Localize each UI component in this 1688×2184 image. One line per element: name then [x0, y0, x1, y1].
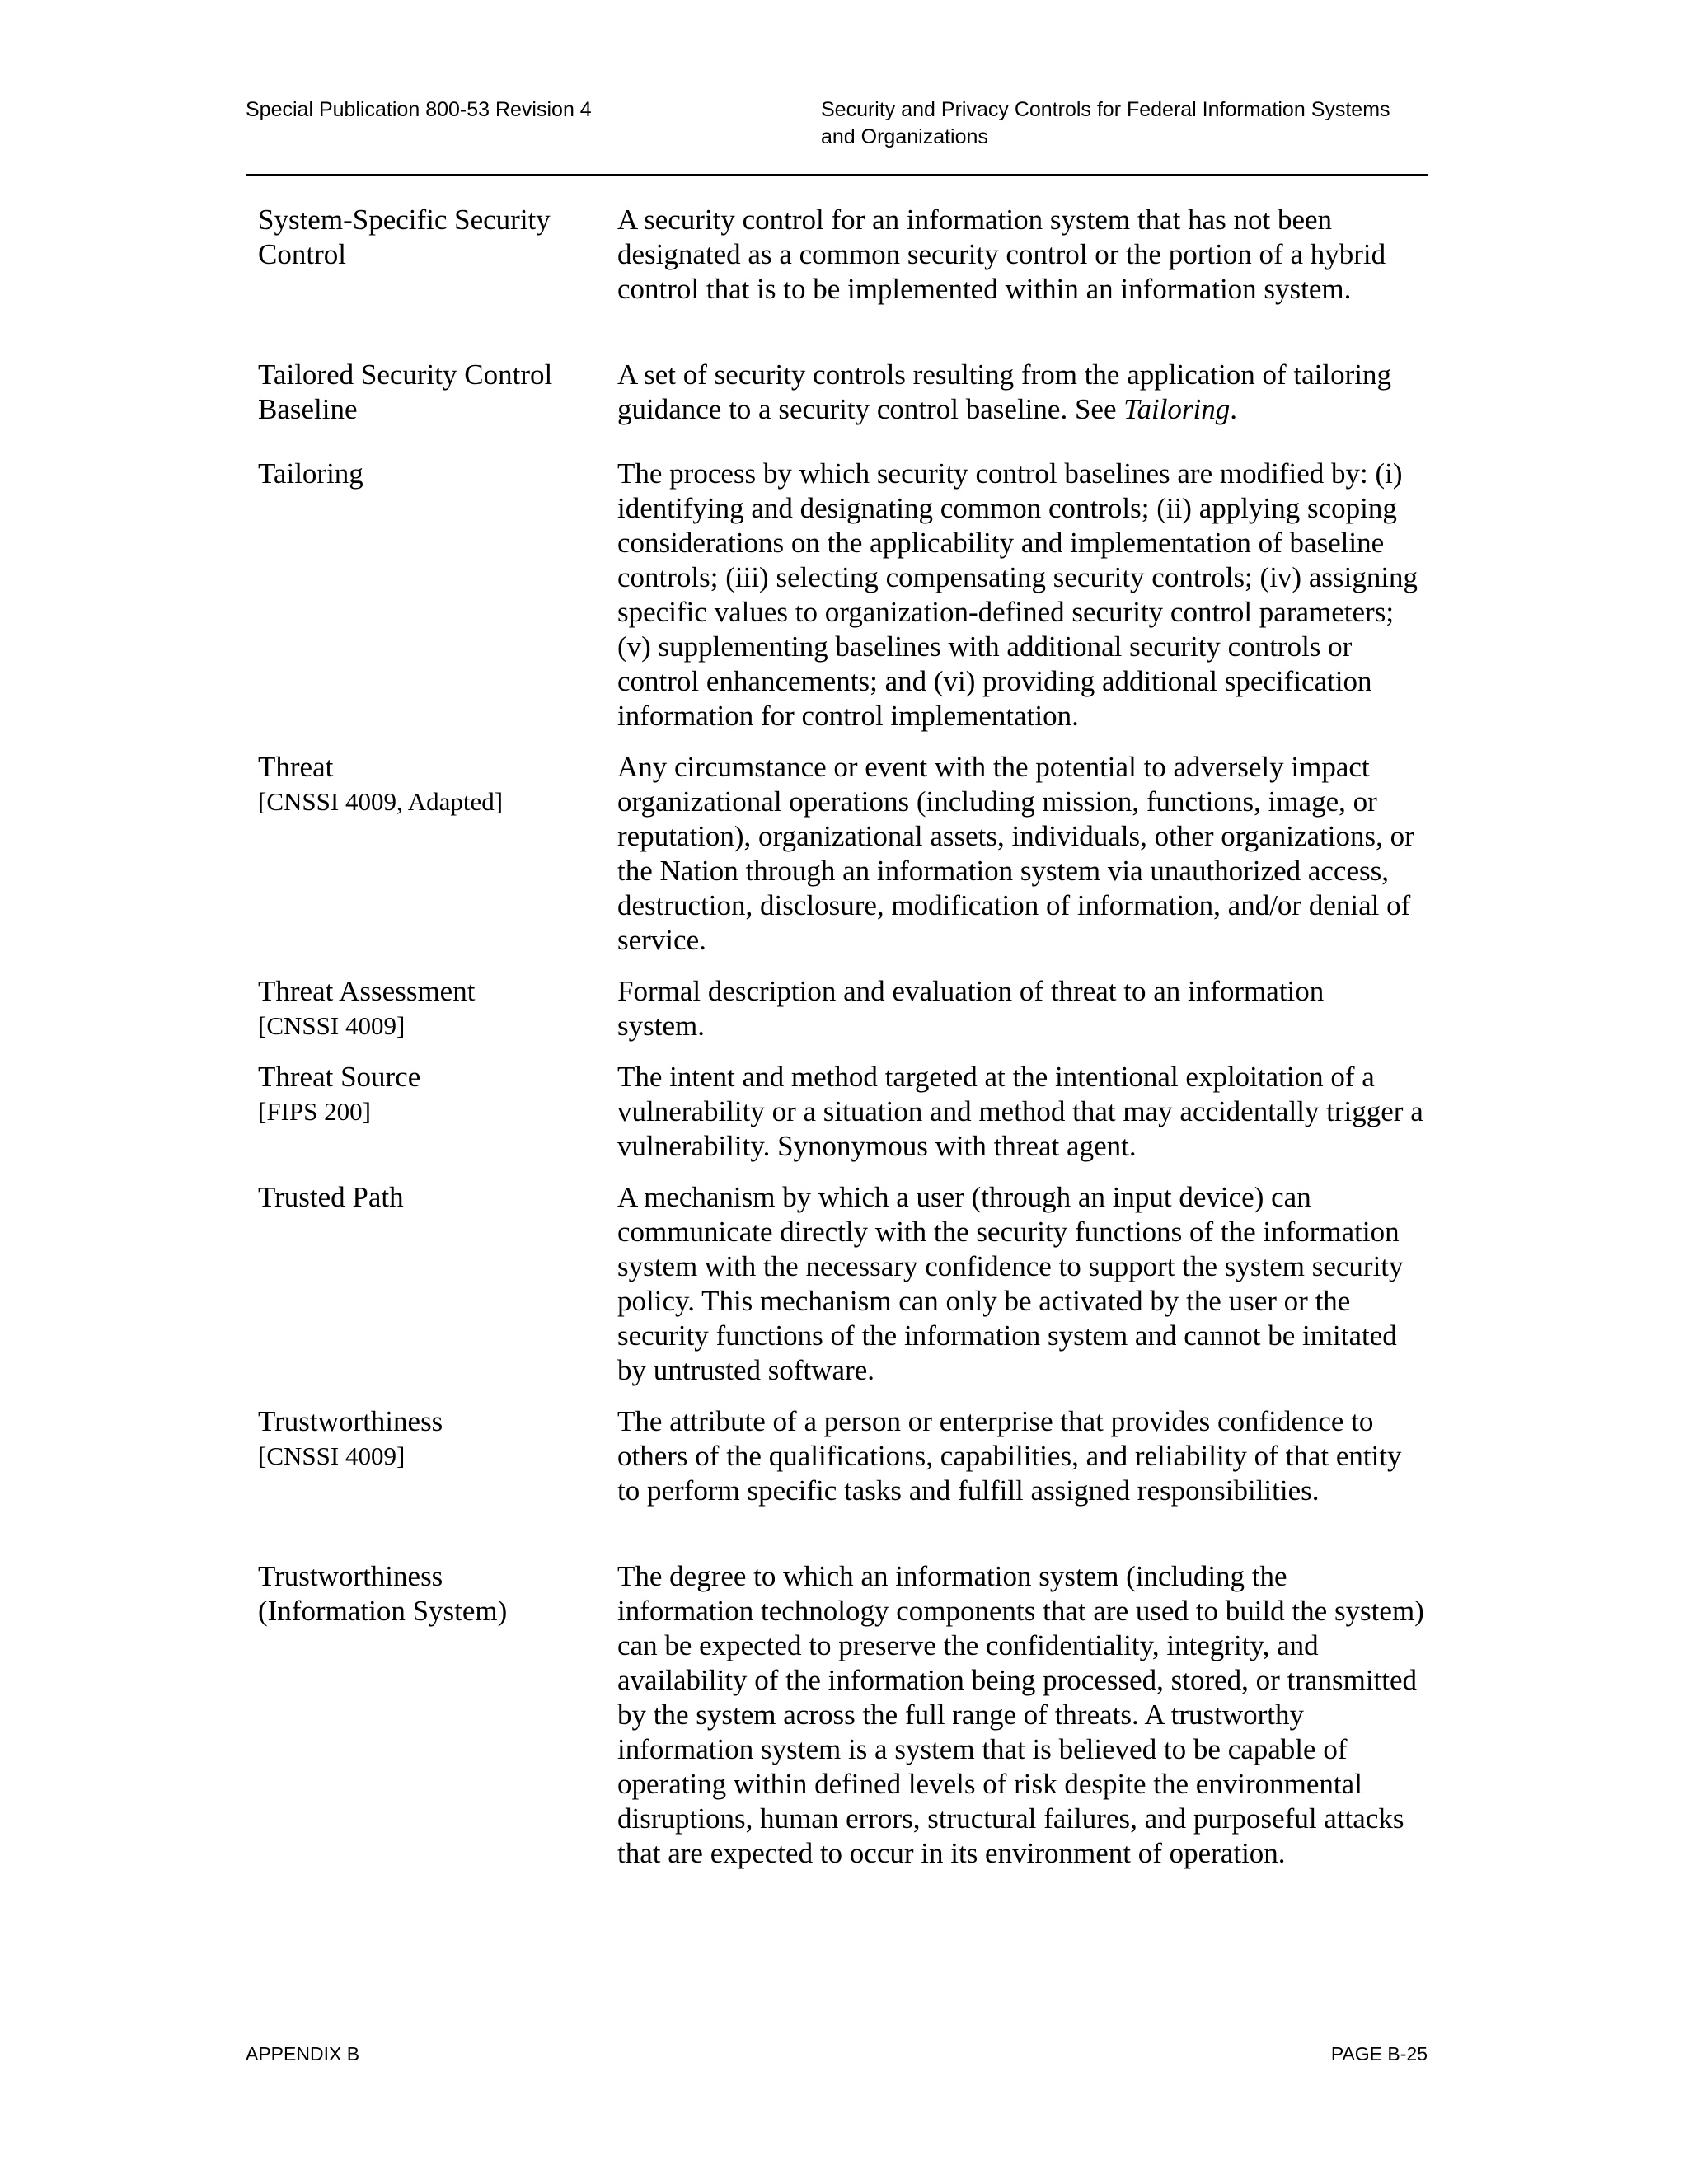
publication-title: Special Publication 800-53 Revision 4 [246, 98, 592, 121]
glossary-entry [258, 457, 1428, 750]
glossary-entry [258, 1404, 1428, 1559]
glossary-definition: The intent and method targeted at the intentional exploitation of a vulnerability or a situation and method that may accidentally trigger a vulnerability. Synonymous with threat agent. [617, 1061, 1423, 1162]
appendix-label: APPENDIX B [246, 2043, 360, 2064]
header-divider [246, 174, 1428, 176]
glossary-term-source: [FIPS 200] [258, 1097, 371, 1126]
glossary-entry [258, 1060, 1428, 1180]
glossary-entry [258, 974, 1428, 1060]
glossary-term-source: [CNSSI 4009] [258, 1011, 406, 1040]
glossary-term: Tailoring [258, 457, 363, 490]
document-title [821, 96, 1431, 151]
glossary-definition: Formal description and evaluation of threat to an information system. [617, 975, 1325, 1042]
document-title-line-2: and Organizations [821, 125, 988, 148]
glossary-definition: A security control for an information system that has not been designated as a common security control or the portion of a hybrid control that is to be implemented within an information system. [617, 204, 1386, 305]
glossary-term-cell [258, 750, 617, 974]
glossary-term: System-Specific Security Control [258, 204, 551, 270]
glossary-term: Trustworthiness (Information System) [258, 1560, 508, 1627]
glossary-cross-reference: Tailoring [1123, 393, 1231, 425]
glossary-term-cell [258, 1559, 617, 1922]
glossary-list [258, 203, 1428, 1922]
glossary-definition: The process by which security control baselines are modified by: (i) identifying and designating common controls; (ii) applying scoping considerations on the applicability and implementation of baseline controls; (iii) selecting compensating security controls; (iv) assigning specific values to organization-defined security control parameters; (v) supplementing baselines with additional security controls or control enhancements; and (vi) providing additional specification information for control implementation. [617, 457, 1418, 732]
glossary-entry [258, 1559, 1428, 1922]
glossary-definition-tail: . [1230, 393, 1238, 425]
glossary-definition: A mechanism by which a user (through an input device) can communicate directly with the security functions of the information system with the necessary confidence to support the system security policy. This mechanism can only be activated by the user or the security functions of the information system and cannot be imitated by untrusted software. [617, 1181, 1404, 1386]
glossary-term: Trustworthiness [258, 1405, 443, 1437]
glossary-term: Tailored Security Control Baseline [258, 359, 553, 425]
glossary-definition: The attribute of a person or enterprise that provides confidence to others of the qualifications, capabilities, and reliability of that entity to perform specific tasks and fulfill assigned responsibilities. [617, 1405, 1402, 1507]
glossary-term-cell [258, 1060, 617, 1180]
page-number: PAGE B-25 [1330, 2043, 1428, 2064]
glossary-term: Threat Assessment [258, 975, 476, 1007]
glossary-entry [258, 203, 1428, 358]
glossary-term: Trusted Path [258, 1181, 404, 1213]
glossary-definition: The degree to which an information system (including the information technology components that are used to build the system) can be expected to preserve the confidentiality, integrity, and availability of the information being processed, stored, or transmitted by the system across the full range of threats. A trustworthy information system is a system that is believed to be capable of operating within defined levels of risk despite the environmental disruptions, human errors, structural failures, and purposeful attacks that are expected to occur in its environment of operation. [617, 1560, 1424, 1869]
glossary-term-cell [258, 1404, 617, 1559]
glossary-entry [258, 750, 1428, 974]
glossary-term: Threat Source [258, 1061, 421, 1093]
glossary-entry [258, 1180, 1428, 1404]
glossary-term-cell [258, 457, 617, 750]
glossary-definition-text: A set of security controls resulting from the application of tailoring guidance to a security control baseline. See [617, 359, 1391, 425]
glossary-term-cell [258, 974, 617, 1060]
glossary-term-cell [258, 1180, 617, 1404]
glossary-term-cell [258, 203, 617, 358]
glossary-term-source: [CNSSI 4009, Adapted] [258, 787, 504, 816]
glossary-entry [258, 358, 1428, 457]
glossary-term-source: [CNSSI 4009] [258, 1441, 406, 1470]
glossary-definition [617, 358, 1428, 457]
glossary-definition: Any circumstance or event with the potential to adversely impact organizational operations (including mission, functions, image, or reputation), organizational assets, individuals, other organizations, or the Nation through an information system via unauthorized access, destruction, disclosure, modification of information, and/or denial of service. [617, 751, 1414, 956]
document-title-line-1: Security and Privacy Controls for Federal Information Systems [821, 98, 1390, 121]
glossary-term-cell [258, 358, 617, 457]
glossary-term: Threat [258, 751, 334, 783]
